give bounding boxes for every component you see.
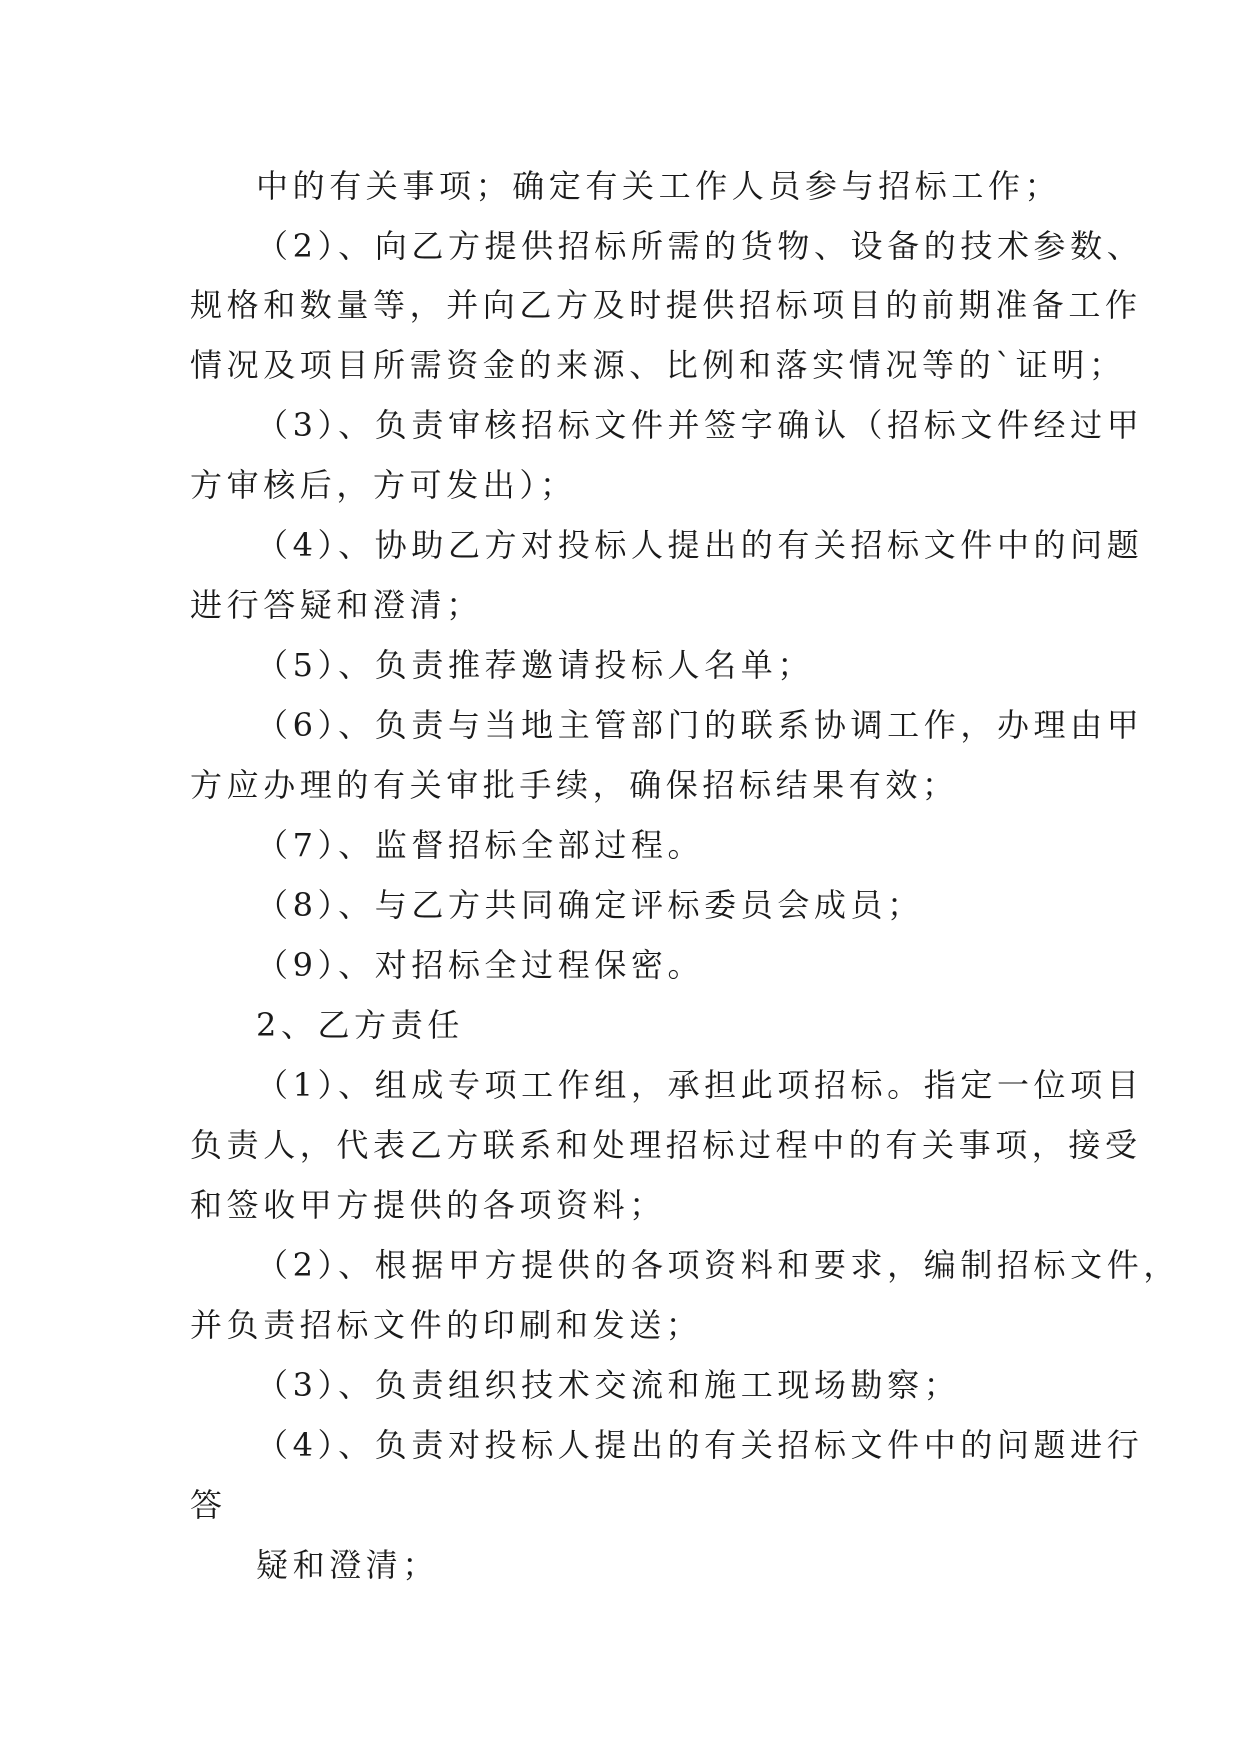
- text-line: （9）、对招标全过程保密。: [256, 946, 705, 984]
- text-line: （7）、监督招标全部过程。: [256, 826, 705, 864]
- text-line: 情况及项目所需资金的来源、比例和落实情况等的`证明；: [190, 346, 1126, 384]
- text-line: 疑和澄清；: [256, 1546, 440, 1584]
- text-line: 答: [190, 1486, 227, 1524]
- text-line: 中的有关事项；确定有关工作人员参与招标工作；: [256, 167, 1062, 205]
- text-line: （2）、向乙方提供招标所需的货物、设备的技术参数、: [256, 227, 1144, 265]
- text-line: （8）、与乙方共同确定评标委员会成员；: [256, 886, 924, 924]
- text-line: 并负责招标文件的印刷和发送；: [190, 1306, 703, 1344]
- text-line: 负责人，代表乙方联系和处理招标过程中的有关事项，接受: [190, 1126, 1142, 1164]
- text-line: （1）、组成专项工作组，承担此项招标。指定一位项目: [256, 1066, 1144, 1104]
- text-line: 进行答疑和澄清；: [190, 586, 483, 624]
- text-line: 方应办理的有关审批手续，确保招标结果有效；: [190, 766, 959, 804]
- text-line: （4）、协助乙方对投标人提出的有关招标文件中的问题: [256, 526, 1144, 564]
- text-line: 和签收甲方提供的各项资料；: [190, 1186, 666, 1224]
- text-line: （4）、负责对投标人提出的有关招标文件中的问题进行: [256, 1426, 1144, 1464]
- text-line: （2）、根据甲方提供的各项资料和要求，编制招标文件，: [256, 1246, 1180, 1284]
- text-line: （5）、负责推荐邀请投标人名单；: [256, 646, 814, 684]
- text-line: （3）、负责组织技术交流和施工现场勘察；: [256, 1366, 961, 1404]
- section-heading: 2、乙方责任: [256, 1006, 464, 1044]
- text-line: （6）、负责与当地主管部门的联系协调工作，办理由甲: [256, 706, 1144, 744]
- text-line: 方审核后，方可发出）；: [190, 466, 577, 504]
- text-line: 规格和数量等，并向乙方及时提供招标项目的前期准备工作: [190, 286, 1142, 324]
- text-line: （3）、负责审核招标文件并签字确认（招标文件经过甲: [256, 406, 1144, 444]
